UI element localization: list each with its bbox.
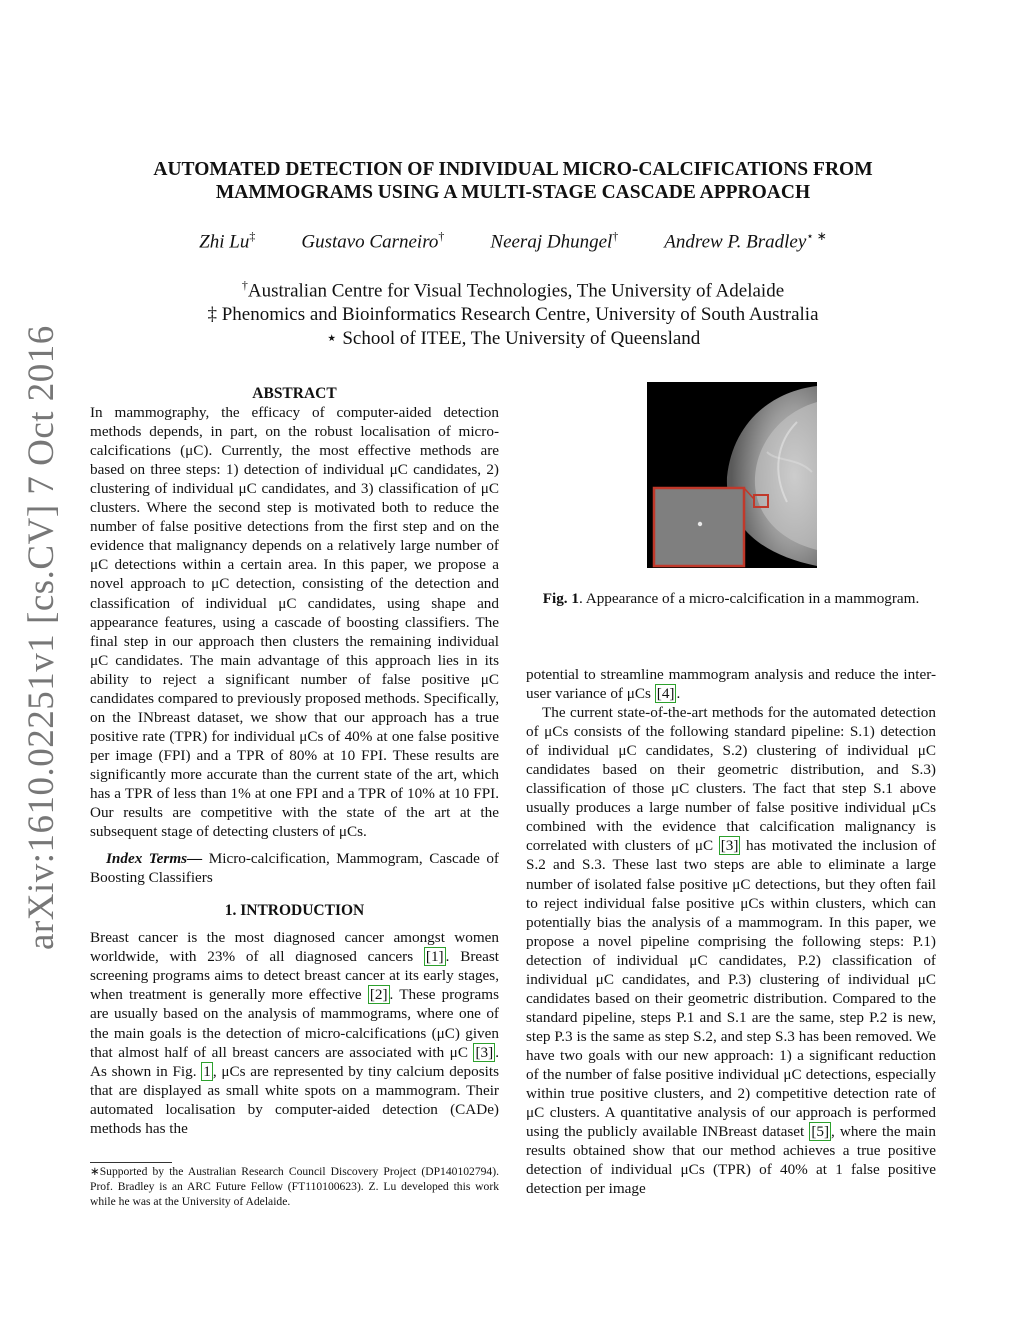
author-mark: † — [438, 229, 445, 243]
figure-caption-text: . Appearance of a micro-calcification in a mammogram. — [578, 590, 920, 607]
author-name: Andrew P. Bradley — [664, 231, 807, 253]
affiliation — [90, 327, 936, 351]
author-mark: ‡ — [249, 229, 256, 243]
intro-text: . — [676, 685, 681, 703]
intro-text: has motivated the inclusion of S.2 and S.3. These last two steps are able to eliminate a large number of isolated false positive μC detections, but they often fail to reject individual false positive μCs within clusters, which can potentially bias the analysis of a mammogram. In this paper, we propose a novel pipeline comprising the following steps: P.1) detection of individual μC candidates, P.2) classification of individual μC candidates, and P.3) clustering of individual μC candidates based on their geometric distribution. Compared to the standard pipeline, steps P.1 and S.1 are the same, step P.2 is new, step P.3 is the same as step S.2, and step S.3 has been removed. We have two goals with our new approach: 1) a significant reduction of the number of false positive individual μC detections, especially within true positive clusters, and 2) competitive detection rate of μC clusters. A quantitative analysis of our approach is performed using the publicly available INBreast dataset — [526, 837, 936, 1141]
intro-text: , where the main results obtained show that our method achieves a true positive detection of individual μCs (TPR) of 40% at 1 false positive detection per image — [526, 1123, 936, 1198]
affiliations — [90, 273, 936, 351]
abstract-text: In mammography, the efficacy of computer-aided detection methods depends, in part, on the robust localisation of micro-calcifications (μC). Currently, the most effective methods are based on three steps: 1) detection of individual μC candidates, 2) clustering of individual μC candidates, and 3) classification of μC clusters. Where the second step is motivated both to reduce the number of false positive detections from the first step and on the evidence that malignancy depends on a relatively large number of μC detections within a certain area. In this paper, we propose a novel approach to μC detection, consisting of the detection and classification of individual μC candidates, using shape and appearance features, using a cascade of boosting classifiers. The final step in our approach then clusters the remaining individual μC candidates. The main advantage of this approach lies in its ability to reject a significant number of false positive μC candidates compared to previously proposed methods. Specifically, on the INbreast dataset, we show that our approach has a true positive rate (TPR) for individual μCs of 40% at one false positive per image (FPI) and a TPR of 80% at 10 FPI. These results are significantly more accurate than the current state of the art, which has a TPR of less than 1% at one FPI and a TPR of 10% at 10 FPI. Our results are competitive with the state of the art at the subsequent stage of detecting clusters of μCs. — [90, 404, 499, 841]
author — [490, 229, 618, 253]
footnote-divider — [90, 1162, 172, 1163]
mammogram-image — [647, 382, 817, 568]
affiliation-text: Australian Centre for Visual Technologies, The University of Adelaide — [247, 280, 785, 302]
intro-text: . Breast screening programs aims to detect breast cancer at its early stages, when treatment is generally more effective — [90, 948, 499, 1004]
author-name: Zhi Lu — [199, 231, 250, 253]
left-column — [90, 384, 499, 1138]
intro-text: The current state-of-the-art methods for the automated detection of μCs consists of the following standard pipeline: S.1) detection of individual μC candidates, S.2) clustering of individual μC candidates based on their geometric distribution, and S.3) classification of those μC clusters. The fact that step S.1 above usually produces a large number of false positive individual μCs combined with the evidence that calcification malignancy is correlated with clusters of μC — [526, 704, 936, 855]
title-line-1: AUTOMATED DETECTION OF INDIVIDUAL MICRO-CALCIFICATIONS FROM — [153, 159, 873, 180]
paper-title — [90, 158, 936, 204]
author-name: Neeraj Dhungel — [490, 231, 613, 253]
author — [199, 229, 255, 253]
intro-text: . These programs are usually based on the analysis of mammograms, where one of the main goals is the detection of micro-calcifications (μC) given that almost half of all breast cancers are associated with μC — [90, 986, 499, 1061]
author-mark: ⋆ ∗ — [806, 229, 827, 243]
title-line-2: MAMMOGRAMS USING A MULTI-STAGE CASCADE APPROACH — [215, 182, 811, 203]
intro-text: Breast cancer is the most diagnosed cancer amongst women worldwide, with 23% of all diagnosed cancers — [90, 929, 499, 966]
intro-paragraph — [526, 703, 936, 1198]
intro-text: . As shown in Fig. — [90, 1043, 499, 1080]
affiliation — [90, 303, 936, 327]
right-column — [526, 665, 936, 1198]
affiliation-mark: † — [241, 278, 248, 292]
citation-link[interactable]: [2] — [369, 986, 388, 1004]
micro-calcification — [698, 522, 702, 526]
intro-heading: 1. INTRODUCTION — [224, 902, 365, 920]
mammogram-figure — [647, 382, 817, 568]
citation-link[interactable]: [4] — [656, 685, 675, 703]
affiliation-text: ‡ Phenomics and Bioinformatics Research Centre, University of South Australia — [207, 304, 819, 326]
index-terms-text: Micro-calcification, Mammogram, Cascade of Boosting Classifiers — [90, 850, 499, 887]
author-list — [90, 229, 936, 253]
figure-caption-label: Fig. 1 — [542, 590, 579, 607]
intro-text: potential to streamline mammogram analysis and reduce the inter-user variance of μCs — [526, 666, 936, 703]
figure-caption — [526, 590, 936, 608]
author-mark: † — [612, 229, 619, 243]
arxiv-identifier: arXiv:1610.02251v1 [cs.CV] 7 Oct 2016 — [21, 325, 62, 950]
affiliation — [90, 273, 936, 303]
index-terms-label: Index Terms— — [106, 850, 203, 868]
citation-link[interactable]: [1] — [425, 948, 444, 966]
author — [664, 229, 827, 253]
zoom-inset — [654, 488, 744, 566]
figure-link[interactable]: 1 — [203, 1062, 211, 1080]
author-name: Gustavo Carneiro — [301, 231, 439, 253]
citation-link[interactable]: [5] — [811, 1123, 830, 1141]
affiliation-text: ⋆ School of ITEE, The University of Queensland — [325, 328, 701, 350]
intro-paragraph — [90, 928, 499, 1138]
abstract-heading: ABSTRACT — [252, 385, 337, 402]
intro-text: , μCs are represented by tiny calcium deposits that are displayed as small white spots on a mammogram. Their automated localisation by computer-aided detection (CADe) methods has the — [90, 1062, 499, 1137]
author — [301, 229, 444, 253]
footnote: ∗Supported by the Australian Research Council Discovery Project (DP140102794). Prof. Bradley is an ARC Future Fellow (FT110100623). Z. Lu developed this work while he was at the University of Adelaide. — [90, 1165, 499, 1208]
intro-paragraph — [526, 665, 936, 703]
citation-link[interactable]: [3] — [475, 1043, 494, 1061]
citation-link[interactable]: [3] — [720, 837, 739, 855]
index-terms — [90, 849, 499, 887]
